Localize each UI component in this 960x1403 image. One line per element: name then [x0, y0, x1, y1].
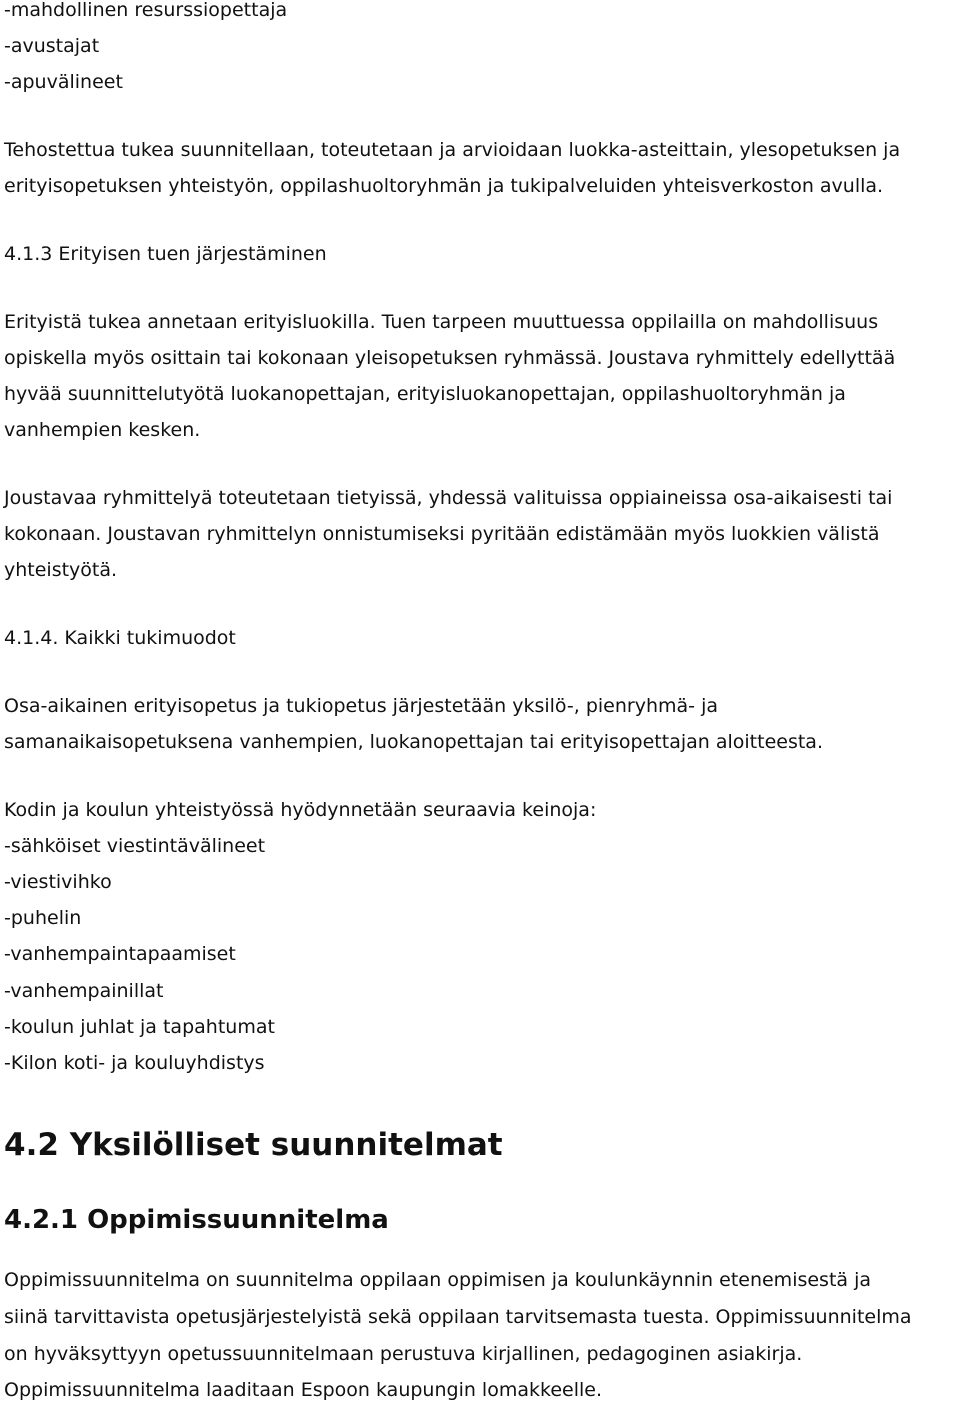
list-item: -sähköiset viestintävälineet — [4, 835, 266, 857]
list-item: -apuvälineet — [4, 71, 123, 93]
section-heading-large: 4.2 Yksilölliset suunnitelmat — [4, 1127, 503, 1163]
paragraph-line: yhteistyötä. — [4, 559, 118, 581]
list-item: -vanhempaintapaamiset — [4, 943, 236, 965]
paragraph-line: opiskella myös osittain tai kokonaan yleisopetuksen ryhmässä. Joustava ryhmittely edellyttää — [4, 347, 896, 369]
paragraph-line: kokonaan. Joustavan ryhmittelyn onnistumiseksi pyritään edistämään myös luokkien välistä — [4, 523, 880, 545]
paragraph-line: Joustavaa ryhmittelyä toteutetaan tietyissä, yhdessä valituissa oppiaineissa osa-aikaisesti tai — [4, 487, 893, 509]
paragraph-line: Tehostettua tukea suunnitellaan, toteutetaan ja arvioidaan luokka-asteittain, ylesopetuksen ja — [4, 139, 901, 161]
list-item: -vanhempainillat — [4, 980, 164, 1002]
paragraph-line: Oppimissuunnitelma on suunnitelma oppilaan oppimisen ja koulunkäynnin etenemisestä ja — [4, 1269, 872, 1291]
section-heading: 4.1.4. Kaikki tukimuodot — [4, 627, 236, 649]
paragraph-line: siinä tarvittavista opetusjärjestelyistä sekä oppilaan tarvitsemasta tuesta. Oppimissuunnitelma — [4, 1306, 912, 1328]
list-item: -puhelin — [4, 907, 82, 929]
paragraph-line: samanaikaisopetuksena vanhempien, luokanopettajan tai erityisopettajan aloitteesta. — [4, 731, 823, 753]
list-item: -viestivihko — [4, 871, 112, 893]
list-item: -avustajat — [4, 35, 100, 57]
list-item: -mahdollinen resurssiopettaja — [4, 0, 288, 21]
paragraph-line: Erityistä tukea annetaan erityisluokilla. Tuen tarpeen muuttuessa oppilailla on mahdollisuus — [4, 311, 879, 333]
paragraph-line: Osa-aikainen erityisopetus ja tukiopetus järjestetään yksilö-, pienryhmä- ja — [4, 695, 718, 717]
list-item: -Kilon koti- ja kouluyhdistys — [4, 1052, 265, 1074]
paragraph-line: Kodin ja koulun yhteistyössä hyödynnetään seuraavia keinoja: — [4, 799, 597, 821]
section-heading: 4.1.3 Erityisen tuen järjestäminen — [4, 243, 327, 265]
paragraph-line: Oppimissuunnitelma laaditaan Espoon kaupungin lomakkeelle. — [4, 1379, 602, 1401]
paragraph-line: vanhempien kesken. — [4, 419, 201, 441]
paragraph-line: on hyväksyttyyn opetussuunnitelmaan perustuva kirjallinen, pedagoginen asiakirja. — [4, 1343, 803, 1365]
paragraph-line: hyvää suunnittelutyötä luokanopettajan, erityisluokanopettajan, oppilashuoltoryhmän ja — [4, 383, 846, 405]
paragraph-line: erityisopetuksen yhteistyön, oppilashuoltoryhmän ja tukipalveluiden yhteisverkoston avulla. — [4, 175, 884, 197]
list-item: -koulun juhlat ja tapahtumat — [4, 1016, 275, 1038]
subsection-heading: 4.2.1 Oppimissuunnitelma — [4, 1205, 389, 1235]
